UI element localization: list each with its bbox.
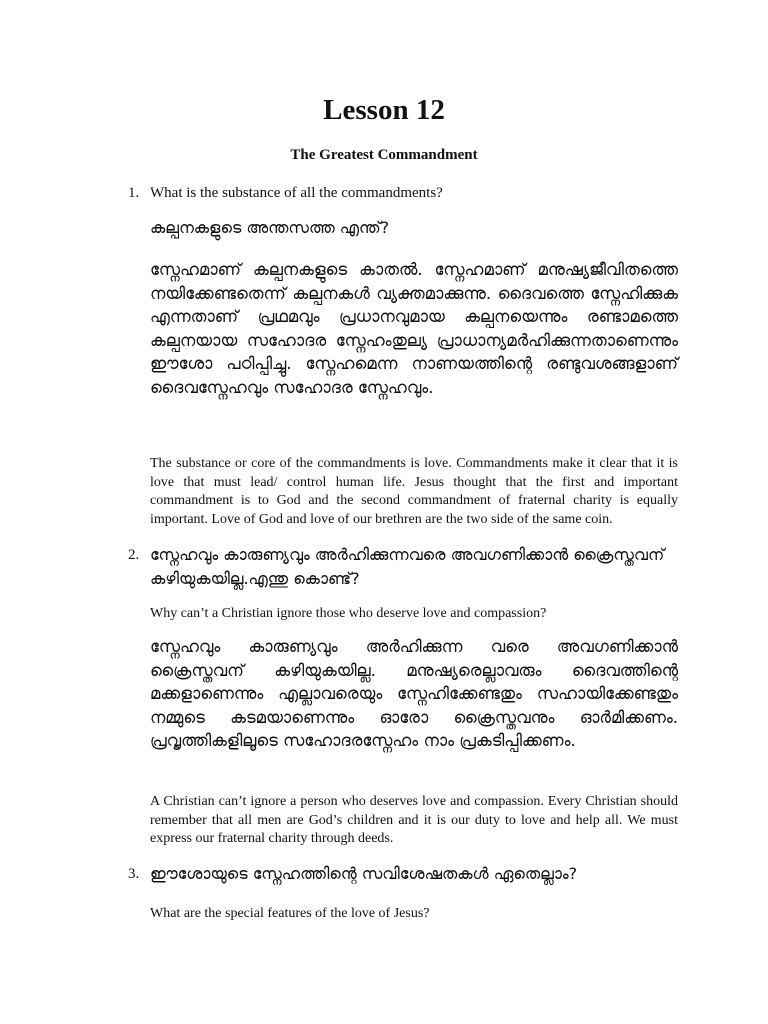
question-3-english: What are the special features of the love of Jesus? (150, 906, 430, 921)
answer-2-malayalam: സ്നേഹവും കാരുണ്യവും അർഹിക്കുന്ന വരെ അവഗണിക്കാൻ ക്രൈസ്തവന് കഴിയുകയില്ല. മനുഷ്യരെല്ലാവരും ദൈവത്തിന്റെ മക്കളാണെന്നും എല്ലാവരെയും സ്നേഹിക്കേണ്ടതും സഹായിക്കേണ്ടതും നമ്മുടെ കടമയാണെന്നും ഓരോ ക്രൈസ്തവനും ഓർമിക്കണം. പ്രവൃത്തികളിലൂടെ സഹോദരസ്നേഹം നാം പ്രകടിപ്പിക്കണം. (150, 637, 678, 751)
question-3-malayalam: ഈശോയുടെ സ്നേഹത്തിന്റെ സവിശേഷതകൾ ഏതെല്ലാം? (150, 864, 578, 883)
lesson-subtitle: The Greatest Commandment (290, 147, 478, 163)
question-2-number: 2. (128, 547, 140, 563)
answer-2-english: A Christian can’t ignore a person who deserves love and compassion. Every Christian should remember that all men are God’s children and it is our duty to love and help all. We must express our fraternal charity through deeds. (150, 794, 678, 847)
question-2-english: Why can’t a Christian ignore those who deserve love and compassion? (150, 606, 547, 621)
question-2-malayalam: സ്നേഹവും കാരുണ്യവും അർഹിക്കുന്നവരെ അവഗണിക്കാൻ ക്രൈസ്തവന് കഴിയുകയില്ല.എന്തു കൊണ്ട്? (150, 545, 665, 588)
question-1-number: 1. (128, 185, 140, 201)
question-1-english: What is the substance of all the commandments? (150, 185, 443, 201)
question-3-number: 3. (128, 866, 140, 882)
lesson-title: Lesson 12 (323, 94, 445, 126)
answer-1-english: The substance or core of the commandments is love. Commandments make it clear that it is love that must lead/ control human life. Jesus thought that the first and important commandment is to God and the second commandment of fraternal charity is equally important. Love of God and love of our brethren are the two side of the same coin. (150, 456, 678, 527)
answer-1-malayalam: സ്നേഹമാണ് കല്പനകളുടെ കാതൽ. സ്നേഹമാണ് മനുഷ്യജീവിതത്തെ നയിക്കേണ്ടതെന്ന് കല്പനകൾ വ്യക്തമാക്കുന്നു. ദൈവത്തെ സ്നേഹിക്കുക എന്നതാണ് പ്രഥമവും പ്രധാനവുമായ കല്പനയെന്നും രണ്ടാമത്തെ കല്പനയായ സഹോദര സ്നേഹംതുല്യ പ്രാധാന്യമർഹിക്കുന്നതാണെന്നും ഈശോ പഠിപ്പിച്ചു. സ്നേഹമെന്ന നാണയത്തിന്റെ രണ്ടുവശങ്ങളാണ് ദൈവസ്നേഹവും സഹോദര സ്നേഹവും. (150, 260, 678, 397)
question-1-malayalam: കല്പനകളുടെ അന്തസത്ത എന്ത്? (150, 218, 390, 237)
